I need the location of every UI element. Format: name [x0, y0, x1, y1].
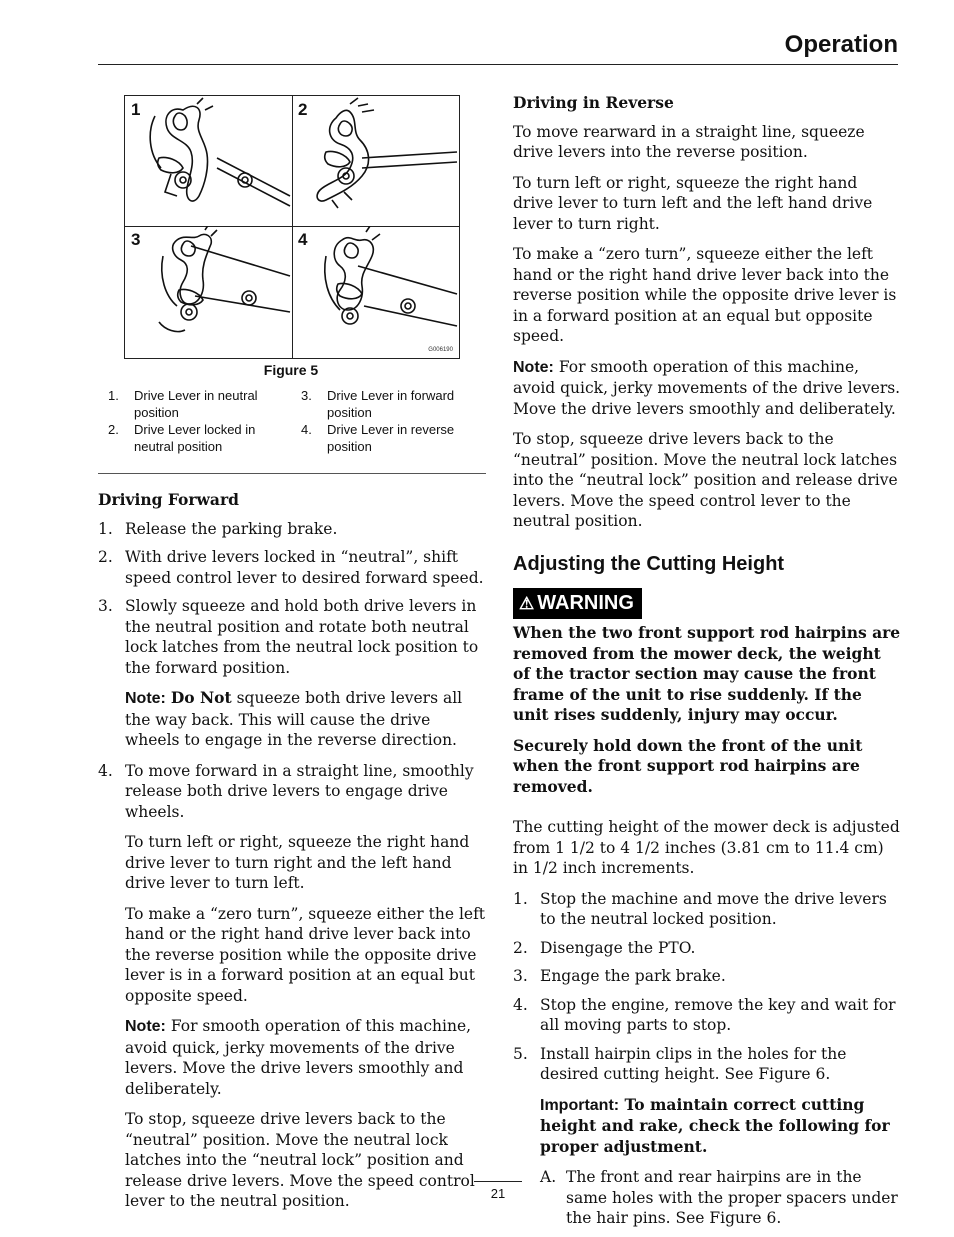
note-paragraph: [513, 357, 901, 420]
driving-forward-steps: [98, 519, 486, 1212]
drive-lever-neutral-illustration: [125, 96, 292, 226]
substep-letter: A.: [540, 1168, 557, 1186]
panel-number: 4: [298, 230, 308, 249]
list-item: [98, 761, 486, 1212]
list-item: [513, 889, 901, 930]
legend-number: 4.: [301, 422, 312, 437]
warning-text: When the two front support rod hairpins are removed from the mower deck, the weight of the tractor section may cause the front frame of the unit to rise suddenly. If the unit rises suddenly, injury may occur.: [513, 623, 901, 724]
step-number: 3.: [98, 597, 113, 615]
note-paragraph: [125, 1016, 486, 1099]
note-text: For smooth operation of this machine, avoid quick, jerky movements of the drive levers. Move the drive levers smoothly and deliberately.: [513, 357, 901, 418]
legend-text: Drive Lever in reverse position: [327, 422, 455, 454]
warning-badge: [513, 588, 642, 619]
list-item: [513, 966, 901, 987]
panel-number: 1: [131, 100, 141, 119]
figure-5: [124, 95, 460, 359]
list-item: [98, 596, 486, 751]
legend-number: 1.: [108, 388, 119, 403]
legend-number: 3.: [301, 388, 312, 403]
important-label: Important:: [540, 1096, 620, 1114]
step-text: Slowly squeeze and hold both drive levers in the neutral position and rotate both neutral lock latches from the neutral lock position to the forward position.: [125, 597, 479, 677]
note-label: Note:: [513, 358, 554, 376]
step-number: 1.: [98, 519, 113, 538]
list-item: [513, 995, 901, 1036]
warning-triangle-icon: ⚠: [519, 594, 535, 613]
step-number: 4.: [513, 995, 528, 1014]
note-label: Note:: [125, 1018, 166, 1035]
legend-text: Drive Lever locked in neutral position: [134, 422, 256, 454]
paragraph: To make a “zero turn”, squeeze either the left hand or the right hand drive lever back into the reverse position while the opposite drive lever is in a forward position at an equal but opposite speed.: [513, 245, 897, 345]
warning-label: WARNING: [537, 592, 634, 614]
legend-text: Drive Lever in forward position: [327, 388, 455, 420]
step-text: Disengage the PTO.: [540, 938, 696, 957]
legend-item: [301, 422, 486, 455]
paragraph: To stop, squeeze drive levers back to the “neutral” position. Move the neutral lock latches into the “neutral lock” position and release drive levers. Move the speed control lever to the neutral position.: [125, 1110, 475, 1210]
legend-text: Drive Lever in neutral position: [134, 388, 258, 420]
list-item: [513, 938, 901, 959]
drive-lever-forward-illustration: [125, 226, 292, 356]
step-text: With drive levers locked in “neutral”, shift speed control lever to desired forward speed.: [125, 548, 484, 587]
legend-number: 2.: [108, 422, 119, 437]
figure-code: G006190: [428, 347, 453, 353]
legend-item: [108, 422, 293, 455]
figure-panel-4: [292, 226, 459, 356]
figure-panel-2: [292, 96, 459, 226]
step-number: 3.: [513, 967, 528, 985]
paragraph: To make a “zero turn”, squeeze either the left hand or the right hand drive lever back into the reverse position while the opposite drive lever is in a forward position at an equal but opposite speed.: [125, 904, 486, 1005]
panel-number: 3: [131, 230, 141, 249]
figure-panel-3: [125, 226, 292, 356]
step-text: Engage the park brake.: [540, 967, 726, 985]
paragraph: To stop, squeeze drive levers back to the “neutral” position. Move the neutral lock latches into the “neutral lock” position and release drive levers. Move the speed control lever to the neutral position.: [513, 430, 898, 530]
drive-lever-reverse-illustration: [292, 226, 459, 356]
figure-rule: [98, 473, 486, 474]
header-rule: [98, 64, 898, 65]
subheading-driving-in-reverse: Driving in Reverse: [513, 93, 674, 112]
cutting-height-steps: [513, 889, 901, 1229]
important-paragraph: [540, 1095, 901, 1158]
note-label: Note:: [125, 690, 166, 707]
note-text: squeeze both drive levers all the way back. This will cause the drive wheels to engage in the reverse direction.: [125, 689, 463, 749]
step-text: Release the parking brake.: [125, 519, 338, 538]
left-column: [98, 490, 486, 1222]
step-number: 2.: [513, 938, 528, 957]
step-number: 4.: [98, 761, 113, 780]
list-item: [98, 519, 486, 540]
paragraph: To move rearward in a straight line, squeeze drive levers into the reverse position.: [513, 122, 865, 161]
note-text: For smooth operation of this machine, avoid quick, jerky movements of the drive levers. Move the drive levers smoothly and deliberately.: [125, 1017, 472, 1098]
paragraph: To turn left or right, squeeze the right hand drive lever to turn left and the left hand drive lever to turn right.: [513, 173, 873, 233]
page-header-title: Operation: [784, 31, 898, 58]
figure-caption: Figure 5: [263, 362, 319, 378]
list-item: [513, 1044, 901, 1229]
paragraph: To turn left or right, squeeze the right hand drive lever to turn right and the left hand drive lever to turn left.: [125, 833, 470, 892]
important-text: To maintain correct cutting height and rake, check the following for proper adjustment.: [540, 1094, 890, 1156]
step-text: Stop the engine, remove the key and wait for all moving parts to stop.: [540, 995, 896, 1034]
drive-lever-locked-illustration: [292, 96, 459, 226]
step-number: 2.: [98, 548, 113, 566]
footer-rule: [474, 1181, 522, 1182]
subheading-driving-forward: Driving Forward: [98, 490, 239, 509]
section-title-adjusting-cutting-height: Adjusting the Cutting Height: [513, 552, 785, 575]
warning-text: Securely hold down the front of the unit when the front support rod hairpins are removed.: [513, 735, 863, 796]
panel-number: 2: [298, 100, 308, 119]
note-paragraph: [125, 688, 486, 751]
list-item: [98, 547, 486, 588]
right-column: [513, 93, 901, 1237]
page-number: 21: [490, 1186, 506, 1201]
legend-item: [301, 388, 486, 421]
note-emphasis: Do Not: [170, 688, 232, 707]
step-number: 1.: [513, 889, 528, 908]
step-text: Install hairpin clips in the holes for the desired cutting height. See Figure 6.: [540, 1044, 847, 1083]
figure-panel-1: [125, 96, 292, 226]
step-text: Stop the machine and move the drive levers to the neutral locked position.: [540, 889, 887, 928]
step-text: To move forward in a straight line, smoothly release both drive levers to engage drive wheels.: [125, 761, 474, 821]
substep-text: The front and rear hairpins are in the same holes with the proper spacers under the hair pins. See Figure 6.: [566, 1168, 898, 1227]
legend-item: [108, 388, 293, 421]
step-number: 5.: [513, 1044, 528, 1063]
paragraph: The cutting height of the mower deck is adjusted from 1 1/2 to 4 1/2 inches (3.81 cm to 11.4 cm) in 1/2 inch increments.: [513, 818, 900, 877]
substep-a: [540, 1167, 901, 1229]
